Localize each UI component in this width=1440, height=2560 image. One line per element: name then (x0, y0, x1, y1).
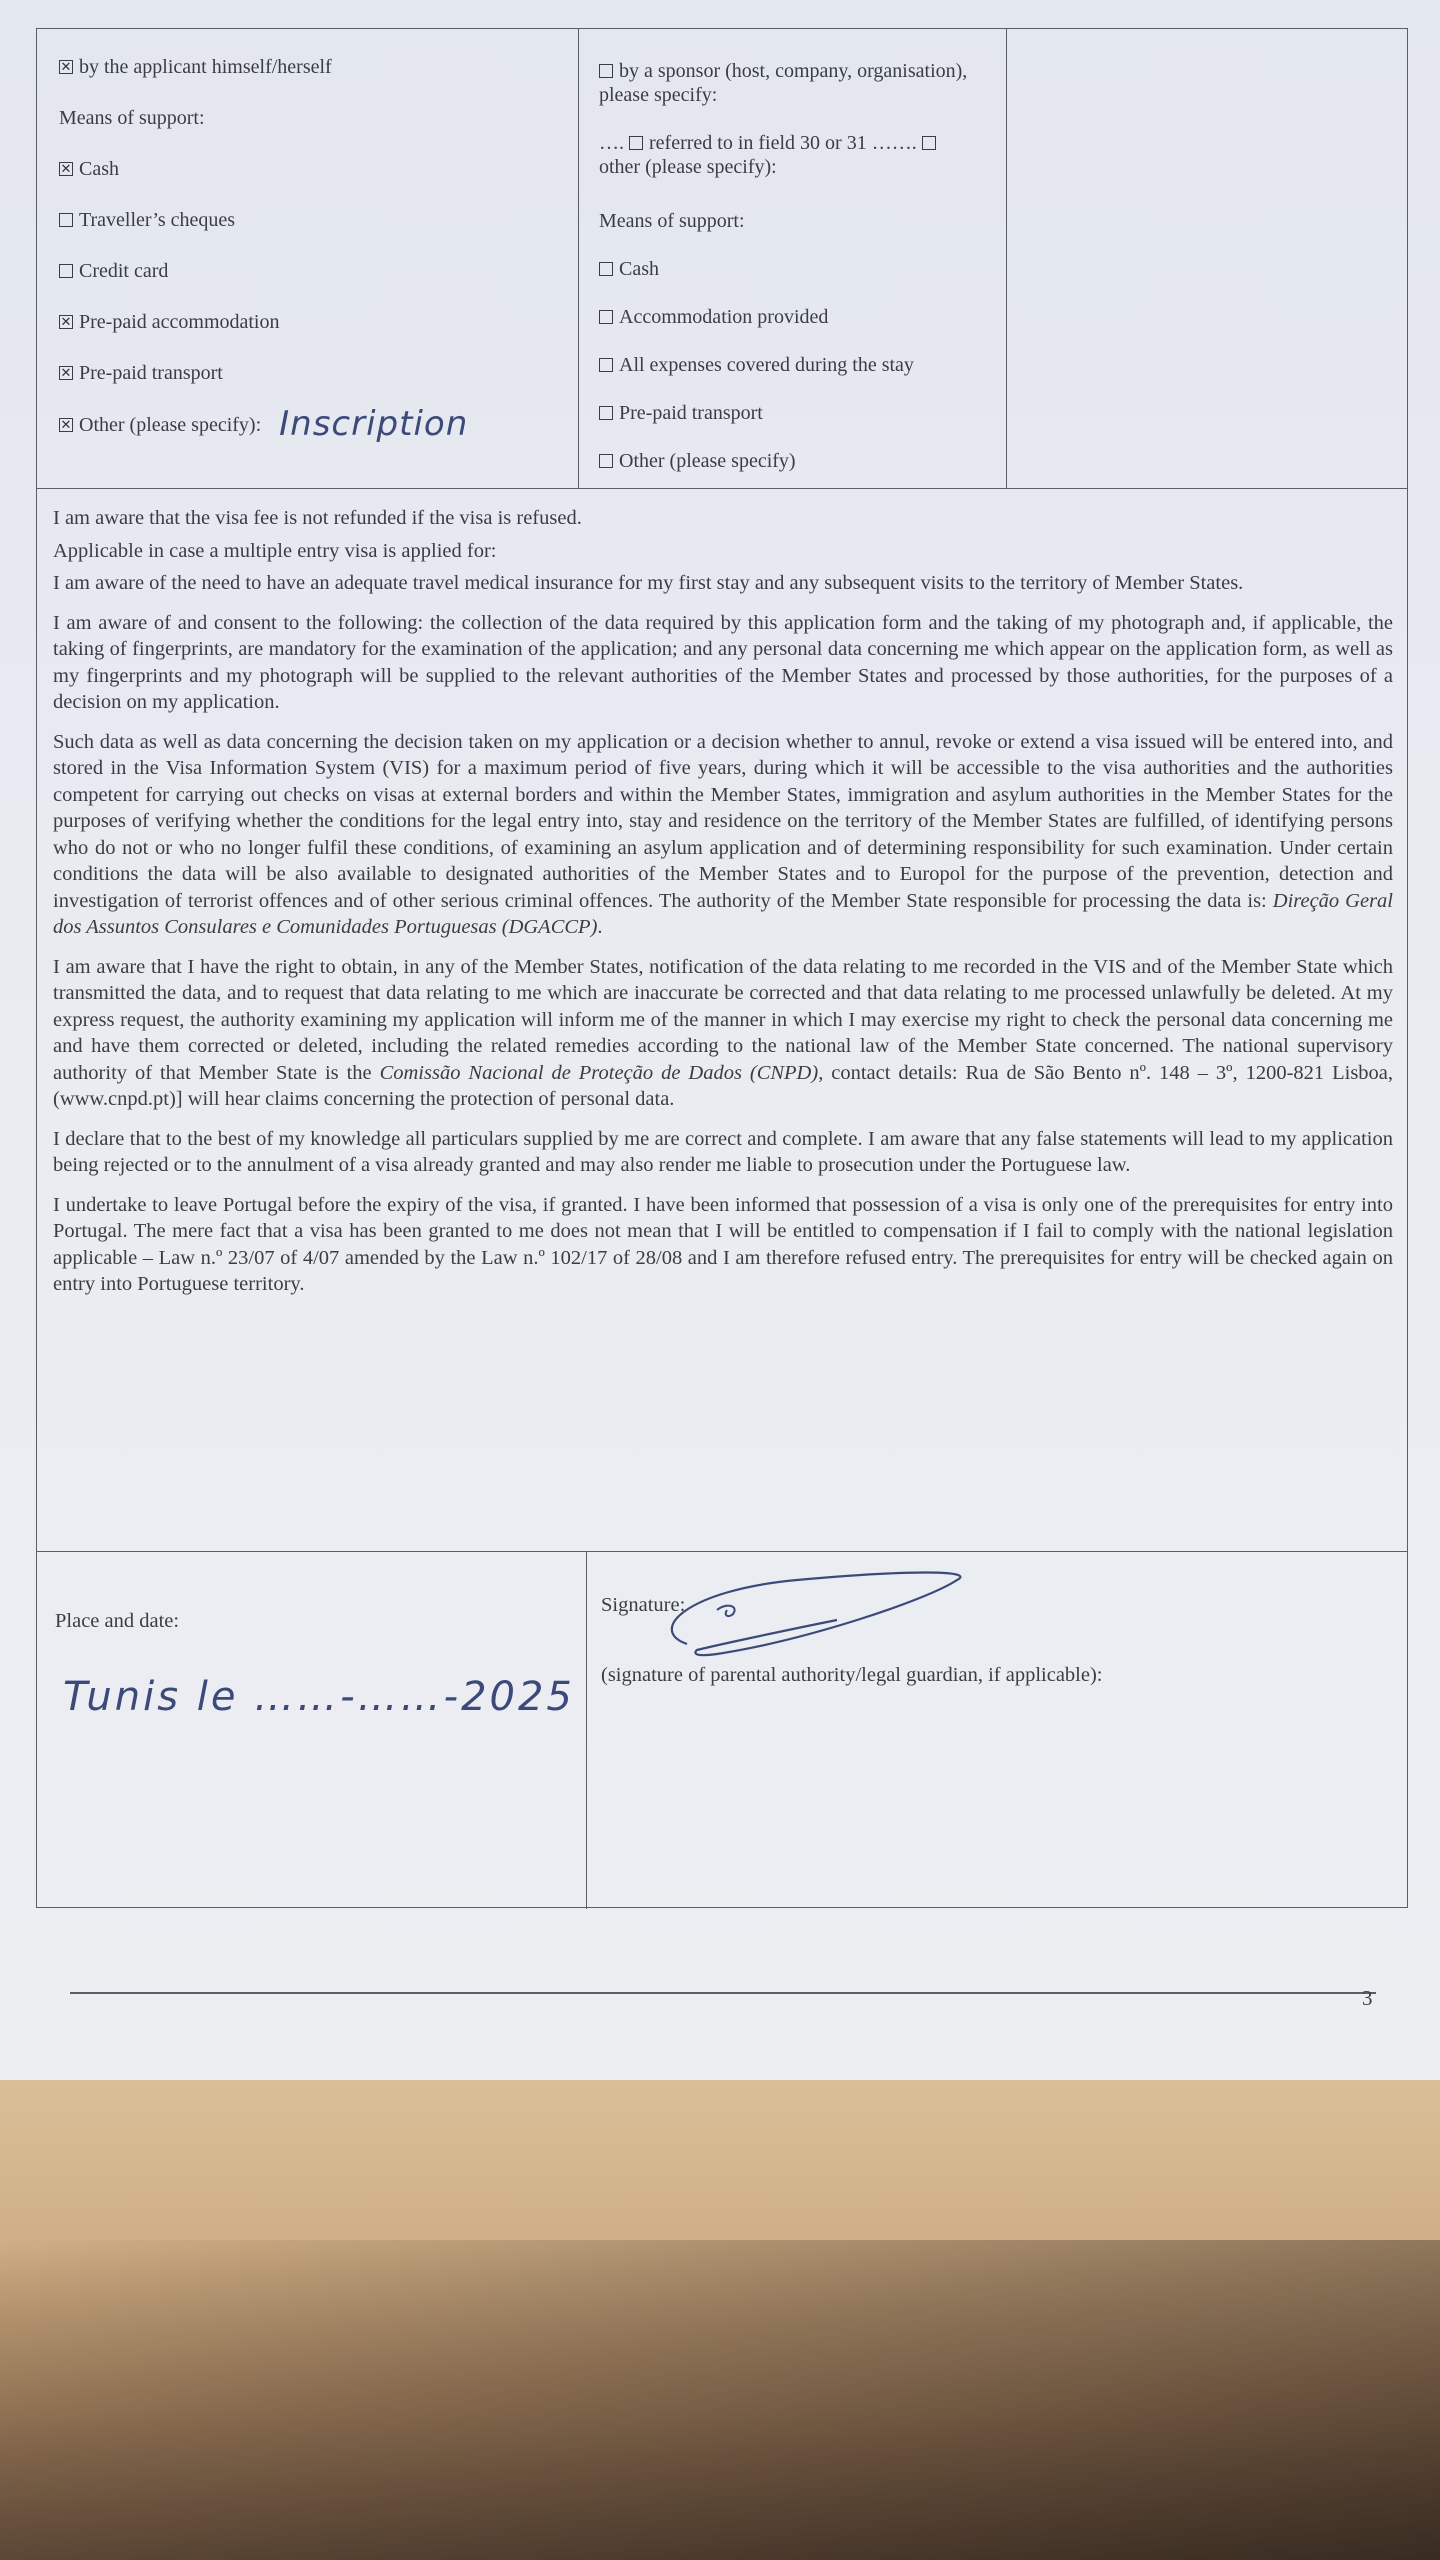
checkbox-credit-card[interactable] (59, 264, 73, 278)
vis-text: Such data as well as data concerning the decision taken on my application or a decision whether to annul, revoke or extend a visa issued will be entered into, and stored in the Visa Information System (VIS) for a maximum period of five years, during which it will be accessible to the visa authorities and the authorities competent for carrying out checks on visas at external borders and within the Member States, immigration and asylum authorities in the Member States for the purposes of verifying whether the conditions for the legal entry into, stay and residence on the territory of the Member States are fulfilled, of identifying persons who do not or who no longer fulfil these conditions, of examining an asylum application and of determining responsibility for such examination. Under certain conditions the data will be also available to designated authorities of the Member States and to Europol for the purpose of the prevention, detection and investigation of terrorist offences and of other serious criminal offences. The authority of the Member State responsible for processing the data is: (53, 730, 1393, 912)
checkbox-sponsor-other[interactable] (599, 454, 613, 468)
sponsor-accommodation-option[interactable] (599, 305, 992, 329)
applicant-prepaid-accommodation-option[interactable] (59, 310, 578, 361)
other-label: Other (please specify): (79, 414, 262, 436)
vis-end: . (597, 916, 603, 938)
rights-end: , contact details: Rua de São Bento nº. 148 – 3º, 1200-821 Lisboa, (www.cnpd.pt)] will hear claims concerning the protection of personal data. (53, 1061, 1394, 1110)
visa-fee-statement: I am aware that the visa fee is not refunded if the visa is refused. (53, 507, 582, 529)
signature-label: Signature: (601, 1594, 686, 1616)
referred-option[interactable] (599, 131, 992, 179)
applicant-cash-option[interactable] (59, 157, 578, 208)
checkbox-other[interactable] (59, 418, 73, 432)
page-number: 3 (1362, 1986, 1373, 2010)
all-expenses-label: All expenses covered during the stay (619, 354, 914, 376)
checkbox-other-specify[interactable] (922, 136, 936, 150)
referred-label: referred to in field 30 or 31 ……. (649, 132, 917, 154)
applicant-other-option[interactable] (59, 404, 578, 463)
checkbox-by-applicant[interactable] (59, 60, 73, 74)
declaration-section (37, 505, 1407, 1311)
prepaid-transport-label: Pre-paid transport (79, 362, 223, 384)
sponsor-cash-option[interactable] (599, 257, 992, 281)
applicant-means-title: Means of support: (59, 107, 205, 129)
data-consent-statement: I am aware of and consent to the following: the collection of the data required by this application form and the taking of my photograph and, if applicable, the taking of fingerprints, are mandatory for the examination of the application; and any personal data concerning me which appear on the application form, as well as my fingerprints and my photograph will be supplied to the relevant authorities of the Member States and processed by those authorities, for the purposes of a decision on my application. (53, 611, 1393, 713)
place-date-handwritten[interactable]: Tunis le ……-……-2025 (63, 1674, 575, 1720)
credit-card-label: Credit card (79, 260, 169, 282)
empty-column (1007, 29, 1409, 488)
sponsor-column (579, 29, 1007, 488)
rights-authority: Comissão Nacional de Proteção de Dados (CNPD) (379, 1061, 819, 1084)
sponsor-all-expenses-option[interactable] (599, 353, 992, 377)
other-specify-label: other (please specify): (599, 156, 777, 178)
vis-statement (53, 729, 1393, 941)
rights-text: I am aware that I have the right to obtain, in any of the Member States, notification of the data relating to me recorded in the VIS and of the Member State which transmitted the data, and to request that data relating to me which are inaccurate be corrected and that data relating to me processed unlawfully be deleted. At my express request, the authority examining my application will inform me of the manner in which I may exercise my right to check the personal data concerning me and have them corrected or deleted, including the related remedies according to the national law of the Member State concerned. The national supervisory authority of that Member State is the (53, 955, 1393, 1084)
accommodation-provided-label: Accommodation provided (619, 306, 829, 328)
departure-undertaking: I undertake to leave Portugal before the expiry of the visa, if granted. I have been informed that possession of a visa is only one of the prerequisites for entry into Portugal. The mere fact that a visa has been granted to me does not mean that I will be entitled to compensation if I fail to comply with the national legislation applicable – Law n.º 23/07 of 4/07 amended by the Law n.º 102/17 of 28/08 and I am therefore refused entry. The prerequisites for entry will be checked again on entry into Portuguese territory. (53, 1193, 1393, 1295)
checkbox-by-sponsor[interactable] (599, 64, 613, 78)
by-sponsor-option[interactable] (599, 59, 992, 107)
by-sponsor-label: by a sponsor (host, company, organisation), please specify: (599, 60, 968, 106)
referred-prefix: …. (599, 132, 624, 154)
signature-cell[interactable] (587, 1552, 1409, 1909)
insurance-statement: I am aware of the need to have an adequate travel medical insurance for my first stay and any subsequent visits to the territory of Member States. (53, 572, 1244, 594)
desk-shadow (0, 2240, 1440, 2560)
sponsor-cash-label: Cash (619, 258, 659, 280)
sponsor-other-label: Other (please specify) (619, 450, 796, 472)
prepaid-accommodation-label: Pre-paid accommodation (79, 311, 280, 333)
sponsor-other-option[interactable] (599, 449, 992, 473)
vis-authority: Direção Geral dos Assuntos Consulares e Comunidades Portuguesas (DGACCP) (53, 889, 1394, 938)
checkbox-cash[interactable] (59, 162, 73, 176)
rights-statement (53, 954, 1393, 1113)
guardian-signature-label: (signature of parental authority/legal guardian, if applicable): (601, 1664, 1103, 1686)
sponsor-prepaid-transport-option[interactable] (599, 401, 992, 425)
applicant-column (37, 29, 579, 488)
by-applicant-label: by the applicant himself/herself (79, 56, 332, 78)
cash-label: Cash (79, 158, 119, 180)
place-date-cell[interactable] (37, 1552, 587, 1909)
footer-divider (70, 1992, 1376, 1994)
multiple-entry-heading: Applicable in case a multiple entry visa is applied for: (53, 539, 497, 562)
applicant-travellers-cheques-option[interactable] (59, 208, 578, 259)
checkbox-all-expenses[interactable] (599, 358, 613, 372)
travellers-cheques-label: Traveller’s cheques (79, 209, 236, 231)
checkbox-sponsor-cash[interactable] (599, 262, 613, 276)
checkbox-travellers-cheques[interactable] (59, 213, 73, 227)
checkbox-referred[interactable] (629, 136, 643, 150)
signature-section (37, 1551, 1407, 1909)
checkbox-prepaid-transport[interactable] (59, 366, 73, 380)
means-of-support-section (37, 29, 1407, 489)
sponsor-prepaid-transport-label: Pre-paid transport (619, 402, 763, 424)
place-date-label: Place and date: (55, 1610, 180, 1632)
applicant-credit-card-option[interactable] (59, 259, 578, 310)
by-applicant-option[interactable] (59, 55, 578, 106)
form-table (36, 28, 1408, 1908)
checkbox-sponsor-prepaid-transport[interactable] (599, 406, 613, 420)
checkbox-prepaid-accommodation[interactable] (59, 315, 73, 329)
handwritten-signature (657, 1570, 987, 1670)
sponsor-means-title: Means of support: (599, 210, 745, 232)
truthfulness-statement: I declare that to the best of my knowledge all particulars supplied by me are correct and complete. I am aware that any false statements will lead to my application being rejected or to the annulment of a visa already granted and may also render me liable to prosecution under the Portuguese law. (53, 1127, 1393, 1176)
checkbox-accommodation-provided[interactable] (599, 310, 613, 324)
other-handwritten-value[interactable]: Inscription (279, 404, 469, 444)
